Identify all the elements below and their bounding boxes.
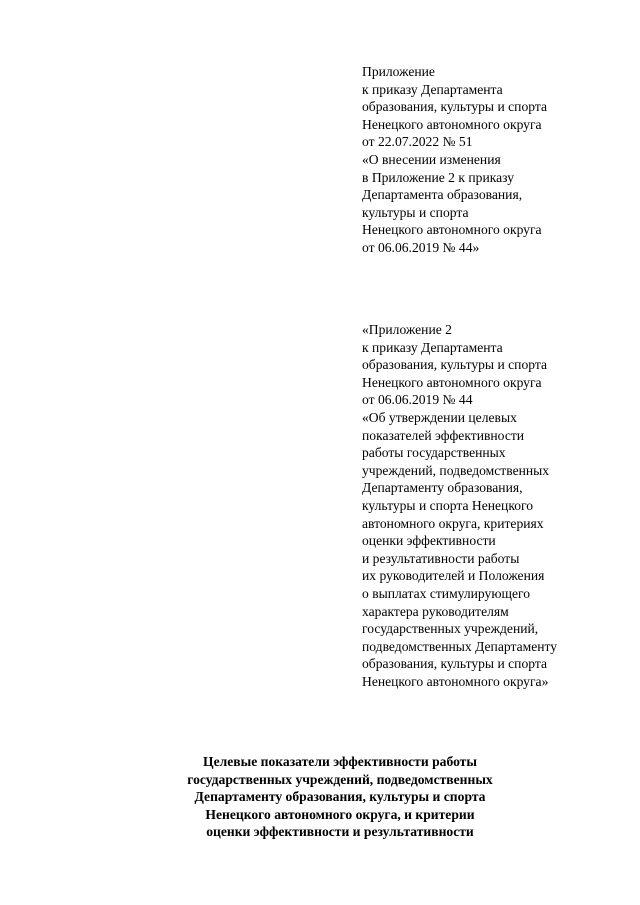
appendix2-line: о выплатах стимулирующего [362,585,531,601]
appendix2-line: оценки эффективности [362,533,496,549]
appendix-line: от 06.06.2019 № 44» [362,239,480,255]
appendix-line: «О внесении изменения [362,151,501,167]
title-line: Целевые показатели эффективности работы [203,754,477,769]
appendix2-reference-block [362,321,557,690]
appendix-line: образования, культуры и спорта [362,99,548,115]
appendix-reference-block [362,63,547,257]
appendix2-line: от 06.06.2019 № 44 [362,392,473,408]
appendix2-line: и результативности работы [362,550,520,566]
appendix2-line: их руководителей и Положения [362,568,545,584]
appendix-line: Департамента образования, [362,187,523,203]
appendix2-line: показателей эффективности [362,427,525,443]
appendix2-line: работы государственных [362,445,506,461]
appendix2-line: Ненецкого автономного округа» [362,673,549,689]
appendix2-line: подведомственных Департаменту [362,638,558,654]
appendix2-line: культуры и спорта Ненецкого [362,497,534,513]
appendix2-line: Ненецкого автономного округа [362,374,542,390]
appendix-line: Ненецкого автономного округа [362,222,542,238]
title-line: Департаменту образования, культуры и спорта [194,789,486,805]
appendix2-line: характера руководителям [362,603,509,619]
appendix-line: к приказу Департамента [362,81,503,97]
appendix-line: культуры и спорта [362,204,469,220]
title-line: Ненецкого автономного округа, и критерии [205,806,475,822]
appendix2-line: образования, культуры и спорта [362,357,548,373]
appendix-line: от 22.07.2022 № 51 [362,134,473,150]
appendix2-line: «Приложение 2 [362,322,452,337]
appendix-line: Ненецкого автономного округа [362,116,542,132]
appendix-line: в Приложение 2 к приказу [362,169,515,185]
appendix-line: Приложение [362,64,435,79]
appendix2-line: Департаменту образования, [362,480,523,496]
appendix2-line: государственных учреждений, [362,621,539,637]
appendix2-line: образования, культуры и спорта [362,656,548,672]
appendix2-line: «Об утверждении целевых [362,409,517,425]
title-line: государственных учреждений, подведомственных [187,771,493,787]
appendix2-line: автономного округа, критериях [362,515,544,531]
appendix2-line: к приказу Департамента [362,339,503,355]
appendix2-line: учреждений, подведомственных [362,462,550,478]
document-title [0,753,640,841]
title-line: оценки эффективности и результативности [206,824,474,840]
